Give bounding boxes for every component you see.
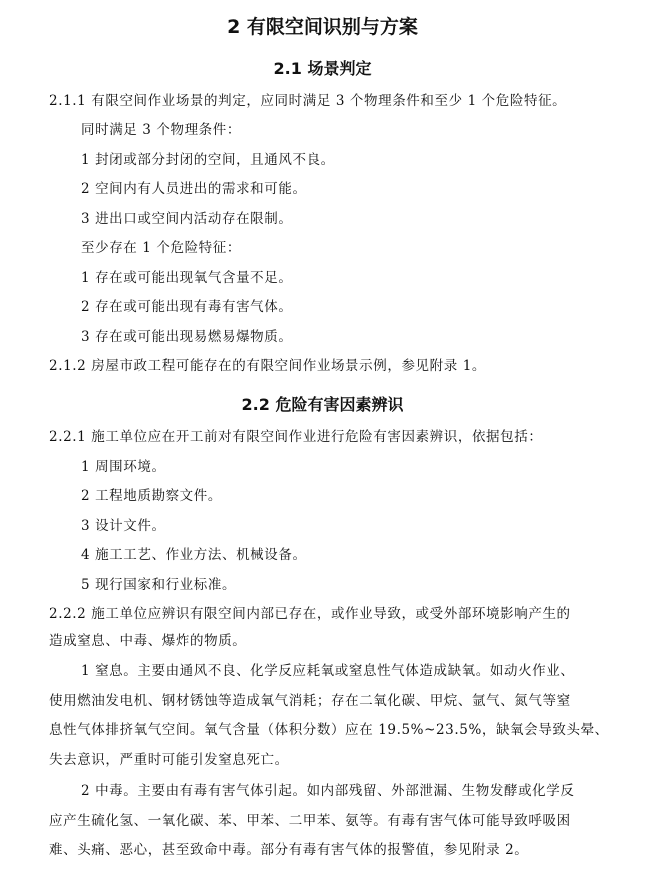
chapter-title: 2 有限空间识别与方案 <box>227 16 418 38</box>
clause-2-1-2: 2.1.2 房屋市政工程可能存在的有限空间作业场景示例，参见附录 1。 <box>49 358 487 374</box>
section-title-2-2: 2.2 危险有害因素辨识 <box>241 395 404 414</box>
poisoning-paragraph-line: 应产生硫化氢、一氧化碳、苯、甲苯、二甲苯、氨等。有毒有害气体可能导致呼吸困 <box>49 813 571 829</box>
suffocation-paragraph-line: 失去意识，严重时可能引发窒息死亡。 <box>49 752 289 768</box>
suffocation-paragraph-line: 1 窒息。主要由通风不良、化学反应耗氧或窒息性气体造成缺氧。如动火作业、 <box>81 663 575 679</box>
physical-conditions-intro: 同时满足 3 个物理条件： <box>81 122 241 138</box>
clause-2-2-2-line: 造成窒息、中毒、爆炸的物质。 <box>49 633 247 649</box>
basis-item: 1 周围环境。 <box>81 459 166 475</box>
suffocation-paragraph-line: 息性气体排挤氧气空间。氧气含量（体积分数）应在 19.5%~23.5%，缺氧会导致头晕、 <box>49 722 609 738</box>
physical-condition-item: 3 进出口或空间内活动存在限制。 <box>81 211 293 227</box>
basis-item: 2 工程地质勘察文件。 <box>81 488 222 504</box>
basis-item: 4 施工工艺、作业方法、机械设备。 <box>81 547 307 563</box>
physical-condition-item: 2 空间内有人员进出的需求和可能。 <box>81 181 307 197</box>
section-title-2-1: 2.1 场景判定 <box>273 59 372 78</box>
poisoning-paragraph-line: 2 中毒。主要由有毒有害气体引起。如内部残留、外部泄漏、生物发酵或化学反 <box>81 783 575 799</box>
hazard-feature-item: 3 存在或可能出现易燃易爆物质。 <box>81 329 293 345</box>
hazard-feature-item: 1 存在或可能出现氧气含量不足。 <box>81 270 293 286</box>
poisoning-paragraph-line: 难、头痛、恶心，甚至致命中毒。部分有毒有害气体的报警值，参见附录 2。 <box>49 842 529 858</box>
hazard-feature-item: 2 存在或可能出现有毒有害气体。 <box>81 299 293 315</box>
clause-2-2-1: 2.2.1 施工单位应在开工前对有限空间作业进行危险有害因素辨识，依据包括： <box>49 429 543 445</box>
clause-2-2-2-line: 2.2.2 施工单位应辨识有限空间内部已存在，或作业导致，或受外部环境影响产生的 <box>49 606 571 622</box>
basis-item: 3 设计文件。 <box>81 518 166 534</box>
suffocation-paragraph-line: 使用燃油发电机、钢材锈蚀等造成氧气消耗；存在二氧化碳、甲烷、氩气、氮气等窒 <box>49 693 571 709</box>
clause-2-1-1: 2.1.1 有限空间作业场景的判定，应同时满足 3 个物理条件和至少 1 个危险特征。 <box>49 93 567 109</box>
basis-item: 5 现行国家和行业标准。 <box>81 577 237 593</box>
physical-condition-item: 1 封闭或部分封闭的空间，且通风不良。 <box>81 152 335 168</box>
hazard-features-intro: 至少存在 1 个危险特征： <box>81 240 241 256</box>
